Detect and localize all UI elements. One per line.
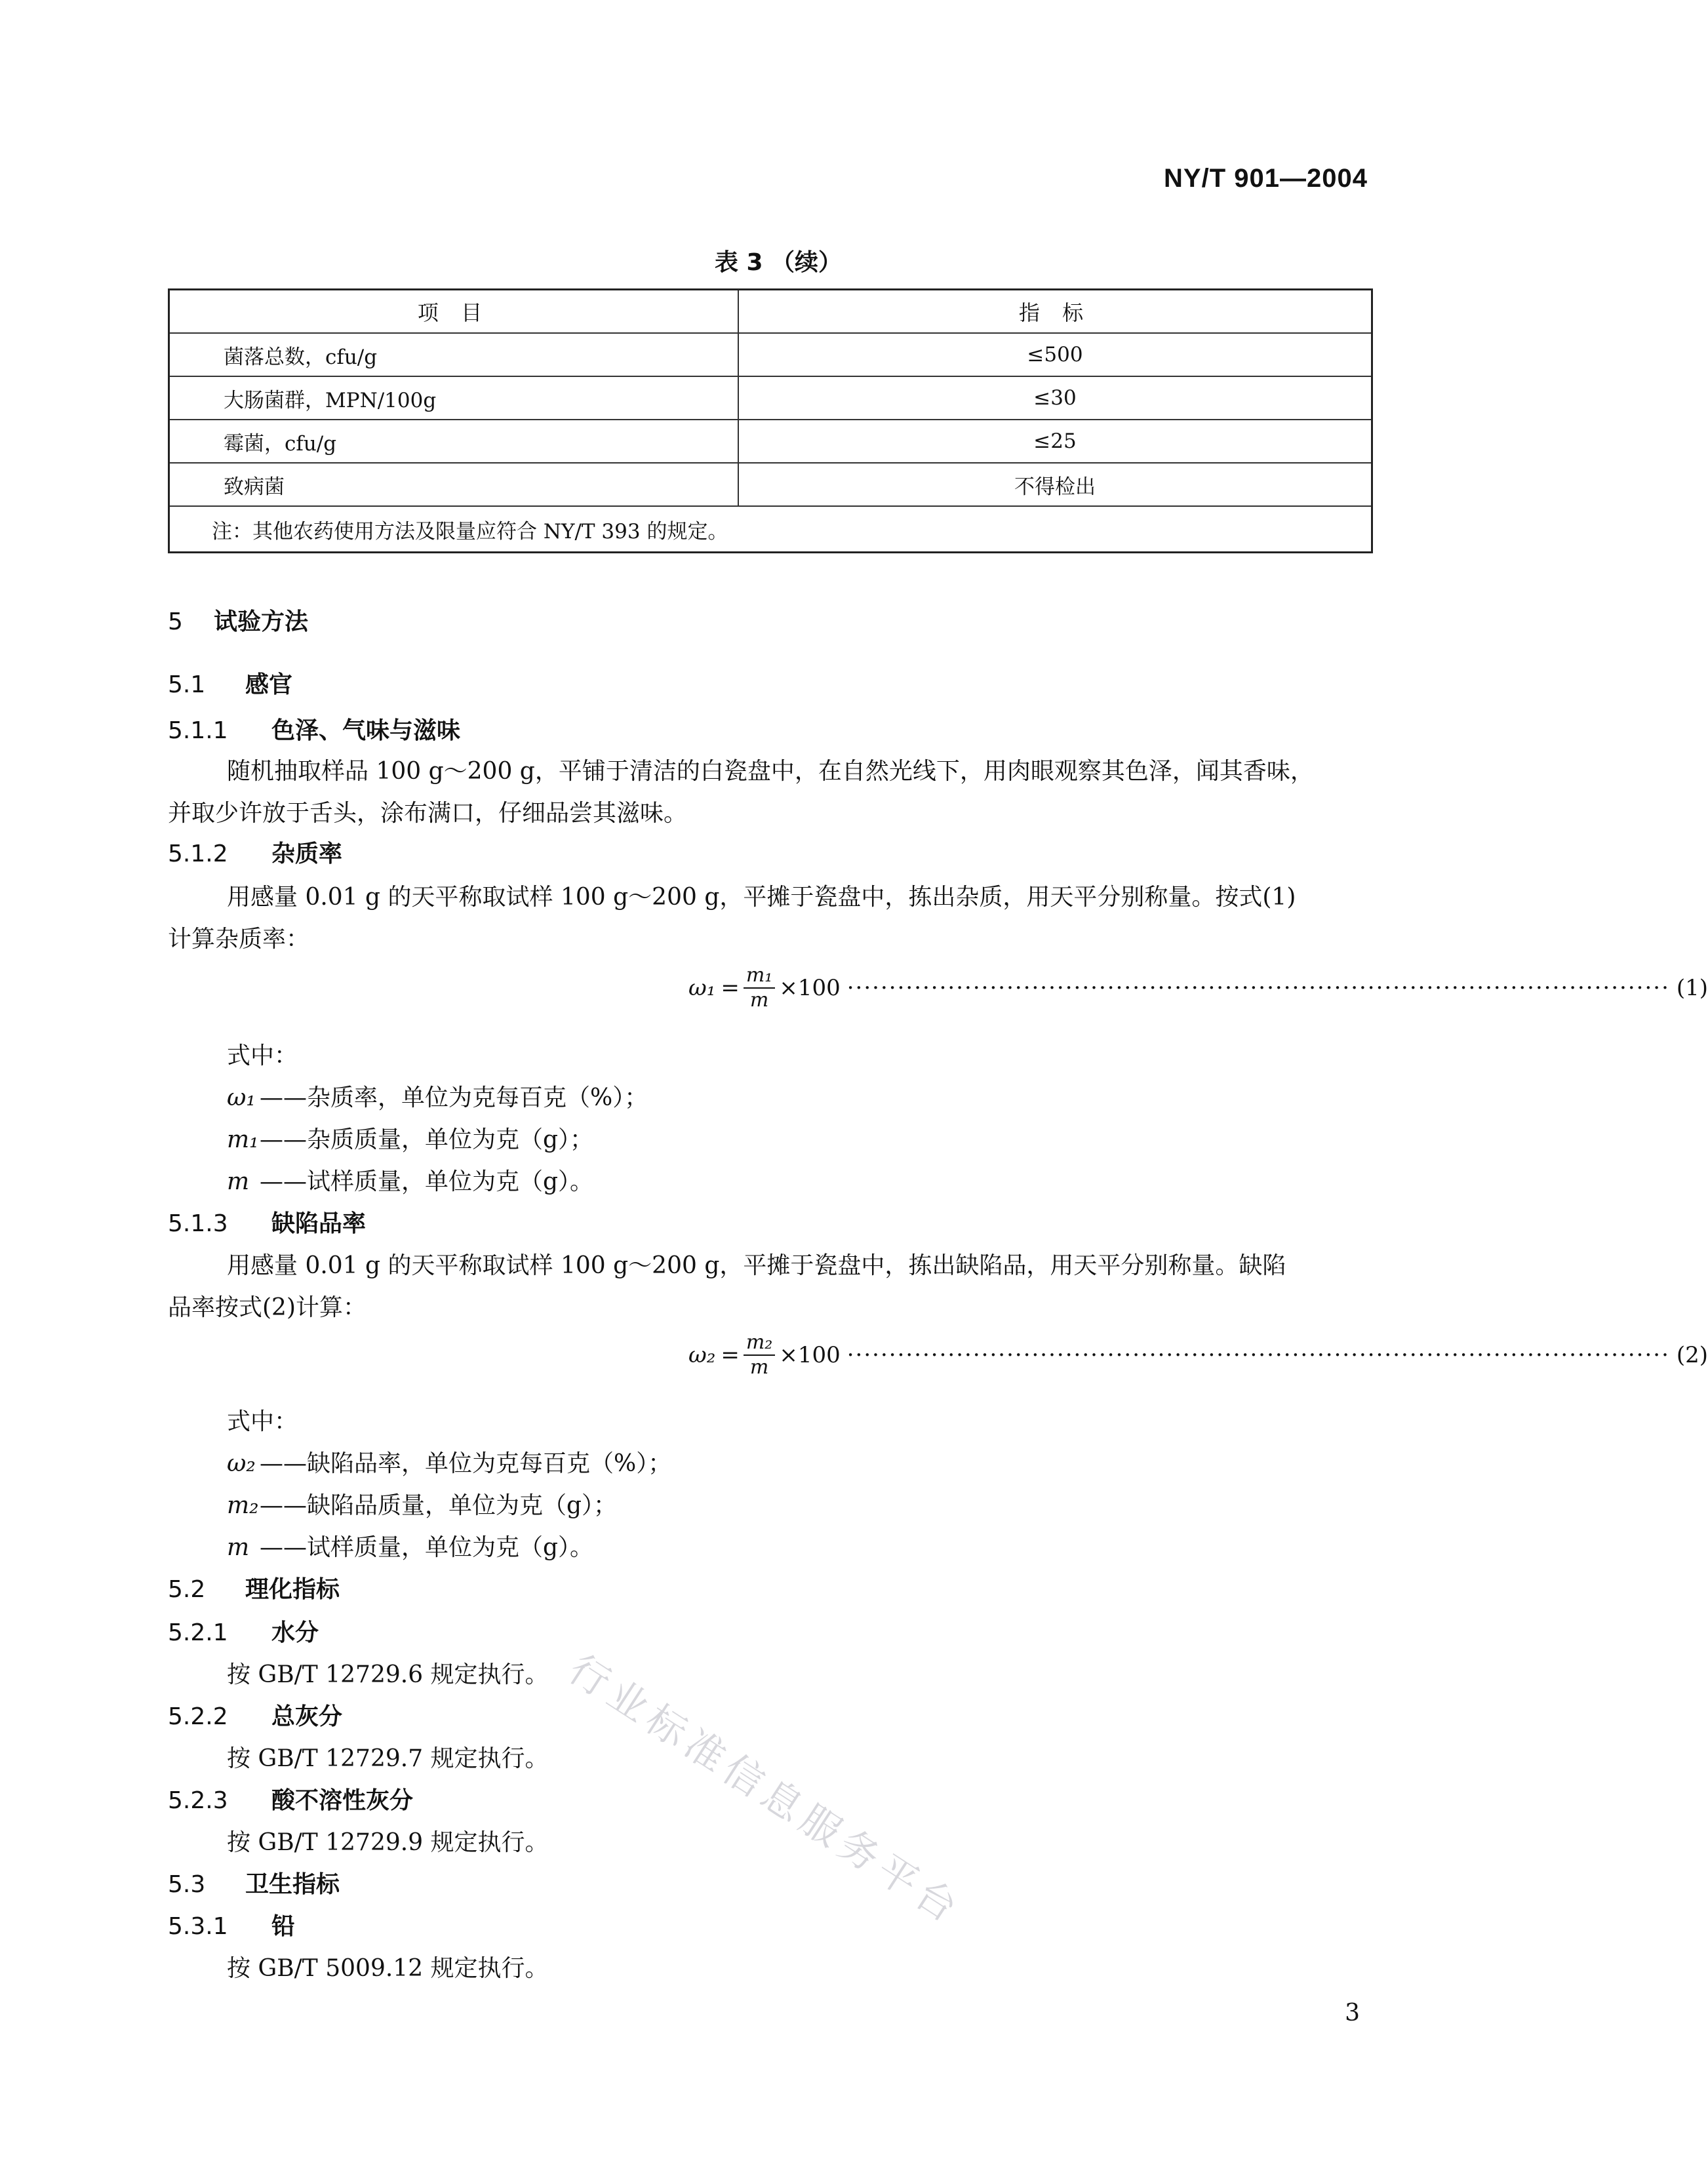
section-title: 水分 bbox=[271, 1619, 319, 1646]
paragraph-line: 按 GB/T 12729.9 规定执行。 bbox=[227, 1829, 549, 1856]
leader-dots: ·································································································· bbox=[846, 975, 1670, 1001]
section-heading-5-2 bbox=[168, 1571, 340, 1604]
column-header-item: 项 目 bbox=[169, 290, 739, 334]
section-number: 5.2.1 bbox=[168, 1619, 228, 1646]
section-heading-5-1-3 bbox=[168, 1205, 366, 1238]
table-cell-item: 致病菌 bbox=[169, 463, 739, 506]
variable-definition bbox=[227, 1163, 593, 1196]
equation-number: (1) bbox=[1676, 975, 1708, 1001]
table-cell-item: 大肠菌群，MPN/100g bbox=[169, 376, 739, 420]
section-title: 卫生指标 bbox=[245, 1871, 340, 1898]
section-number: 5 bbox=[168, 608, 183, 635]
leader-dots: ·································································································· bbox=[846, 1342, 1670, 1368]
formula-fraction bbox=[744, 1331, 775, 1379]
section-heading-5-3-1 bbox=[168, 1908, 295, 1941]
variable-description: ——缺陷品质量，单位为克（g）； bbox=[260, 1492, 618, 1519]
section-title: 理化指标 bbox=[245, 1576, 340, 1603]
formula-denominator: m bbox=[749, 1356, 769, 1379]
variable-symbol: m₂ bbox=[227, 1492, 259, 1519]
paragraph-line: 并取少许放于舌头，涂布满口，仔细品尝其滋味。 bbox=[168, 800, 688, 827]
variable-definition bbox=[227, 1529, 593, 1562]
section-heading-5-2-1 bbox=[168, 1614, 319, 1648]
variable-definition bbox=[227, 1487, 617, 1520]
variable-definition bbox=[227, 1445, 671, 1478]
table-note-row bbox=[169, 506, 1372, 553]
section-heading-5-2-3 bbox=[168, 1782, 413, 1815]
page-number: 3 bbox=[1345, 2000, 1360, 2026]
column-header-index: 指 标 bbox=[738, 290, 1372, 334]
table-cell-value: 不得检出 bbox=[738, 463, 1372, 506]
formula-where-label: 式中： bbox=[227, 1408, 298, 1435]
section-heading-5-1-1 bbox=[168, 712, 460, 745]
variable-symbol: m bbox=[227, 1534, 250, 1561]
section-title: 酸不溶性灰分 bbox=[271, 1787, 414, 1814]
section-number: 5.1.3 bbox=[168, 1210, 228, 1237]
formula-numerator: m₁ bbox=[744, 964, 775, 989]
table-cell-item: 菌落总数，cfu/g bbox=[169, 333, 739, 376]
formula-multiplier: ×100 bbox=[779, 1342, 841, 1368]
table-row bbox=[169, 376, 1372, 420]
section-number: 5.1.1 bbox=[168, 717, 228, 744]
section-title: 总灰分 bbox=[271, 1703, 343, 1730]
section-number: 5.2.2 bbox=[168, 1703, 228, 1730]
formula-1 bbox=[688, 964, 1708, 1012]
section-heading-5-2-2 bbox=[168, 1698, 342, 1731]
paragraph-line: 用感量 0.01 g 的天平称取试样 100 g～200 g，平摊于瓷盘中，拣出杂质，用天平分别称量。按式(1) bbox=[227, 884, 1296, 911]
formula-lhs: ω₁ bbox=[688, 975, 716, 1001]
paragraph-line: 品率按式(2)计算： bbox=[168, 1294, 367, 1321]
paragraph-line: 用感量 0.01 g 的天平称取试样 100 g～200 g，平摊于瓷盘中，拣出缺陷品，用天平分别称量。缺陷 bbox=[227, 1252, 1286, 1279]
section-number: 5.2 bbox=[168, 1576, 206, 1603]
formula-denominator: m bbox=[749, 989, 769, 1012]
spec-table bbox=[168, 288, 1373, 553]
paragraph-line: 随机抽取样品 100 g～200 g，平铺于清洁的白瓷盘中，在自然光线下，用肉眼观察其色泽，闻其香味， bbox=[227, 758, 1314, 785]
equation-number: (2) bbox=[1676, 1342, 1708, 1368]
section-number: 5.1 bbox=[168, 671, 206, 698]
formula-equals: = bbox=[721, 975, 740, 1001]
paragraph-line: 按 GB/T 12729.7 规定执行。 bbox=[227, 1745, 549, 1772]
section-number: 5.3.1 bbox=[168, 1913, 228, 1940]
formula-lhs: ω₂ bbox=[688, 1342, 716, 1368]
section-title: 试验方法 bbox=[214, 608, 309, 635]
section-number: 5.1.2 bbox=[168, 840, 228, 867]
standard-number: NY/T 901—2004 bbox=[1164, 164, 1368, 193]
section-title: 杂质率 bbox=[271, 840, 343, 867]
formula-2 bbox=[688, 1331, 1708, 1379]
variable-description: ——杂质质量，单位为克（g）； bbox=[260, 1126, 594, 1153]
variable-description: ——杂质率，单位为克每百克（%）； bbox=[260, 1084, 648, 1111]
table-row bbox=[169, 333, 1372, 376]
table-row bbox=[169, 463, 1372, 506]
variable-definition bbox=[227, 1079, 648, 1113]
section-title: 色泽、气味与滋味 bbox=[271, 717, 461, 744]
variable-symbol: ω₂ bbox=[227, 1450, 256, 1477]
table-cell-item: 霉菌，cfu/g bbox=[169, 420, 739, 463]
section-title: 铅 bbox=[271, 1913, 296, 1940]
formula-equals: = bbox=[721, 1342, 740, 1368]
table-cell-value: ≤500 bbox=[738, 333, 1372, 376]
section-heading-5-3 bbox=[168, 1866, 340, 1899]
table-cell-value: ≤30 bbox=[738, 376, 1372, 420]
paragraph-line: 按 GB/T 5009.12 规定执行。 bbox=[227, 1955, 549, 1982]
variable-description: ——试样质量，单位为克（g）。 bbox=[260, 1168, 594, 1195]
variable-symbol: m₁ bbox=[227, 1126, 259, 1153]
formula-multiplier: ×100 bbox=[779, 975, 841, 1001]
section-heading-5-1 bbox=[168, 666, 292, 700]
formula-numerator: m₂ bbox=[744, 1331, 775, 1356]
table-cell-value: ≤25 bbox=[738, 420, 1372, 463]
watermark: 行业标准信息服务平台 bbox=[560, 1646, 970, 1935]
variable-description: ——试样质量，单位为克（g）。 bbox=[260, 1534, 594, 1561]
table-row bbox=[169, 420, 1372, 463]
section-number: 5.3 bbox=[168, 1871, 206, 1898]
formula-fraction bbox=[744, 964, 775, 1012]
section-heading-5 bbox=[168, 603, 308, 637]
table-note: 注：其他农药使用方法及限量应符合 NY/T 393 的规定。 bbox=[169, 506, 1372, 553]
paragraph-line: 按 GB/T 12729.6 规定执行。 bbox=[227, 1661, 549, 1688]
section-title: 缺陷品率 bbox=[271, 1210, 367, 1237]
variable-definition bbox=[227, 1121, 593, 1155]
variable-symbol: ω₁ bbox=[227, 1084, 256, 1111]
variable-description: ——缺陷品率，单位为克每百克（%）； bbox=[260, 1450, 672, 1477]
variable-symbol: m bbox=[227, 1168, 250, 1195]
section-title: 感官 bbox=[245, 671, 293, 698]
table-caption: 表 3 （续） bbox=[714, 249, 843, 276]
table-header-row bbox=[169, 290, 1372, 334]
paragraph-line: 计算杂质率： bbox=[168, 926, 310, 953]
formula-where-label: 式中： bbox=[227, 1042, 298, 1069]
section-heading-5-1-2 bbox=[168, 835, 342, 869]
section-number: 5.2.3 bbox=[168, 1787, 228, 1814]
